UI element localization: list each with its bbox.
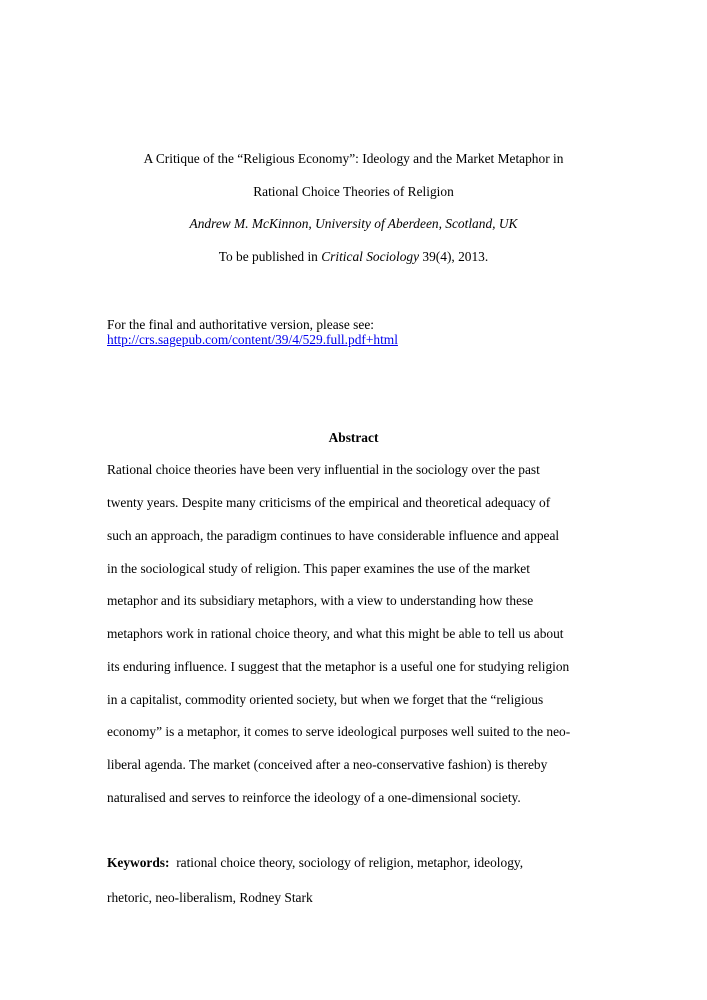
- keywords-line-2: rhetoric, neo-liberalism, Rodney Stark: [107, 890, 313, 905]
- author-affiliation: Andrew M. McKinnon, University of Aberdeen, Scotland, UK: [189, 216, 518, 231]
- final-version-note: For the final and authoritative version, please see:: [107, 317, 374, 332]
- keywords-text: rational choice theory, sociology of religion, metaphor, ideology,: [176, 855, 524, 870]
- journal-name: Critical Sociology: [321, 249, 420, 264]
- title-line-1: A Critique of the “Religious Economy”: Ideology and the Market Metaphor in: [143, 151, 564, 166]
- abstract-line: economy” is a metaphor, it comes to serve ideological purposes well suited to the neo-: [107, 724, 571, 739]
- abstract-line: its enduring influence. I suggest that the metaphor is a useful one for studying religion: [107, 659, 570, 674]
- title-line-2: Rational Choice Theories of Religion: [253, 184, 454, 199]
- abstract-line: in the sociological study of religion. This paper examines the use of the market: [107, 561, 530, 576]
- publication-note: [0, 249, 707, 265]
- publication-suffix: 39(4), 2013.: [419, 249, 489, 264]
- keywords-label: Keywords:: [107, 855, 170, 870]
- abstract-line: in a capitalist, commodity oriented society, but when we forget that the “religious: [107, 692, 544, 707]
- final-version-link[interactable]: http://crs.sagepub.com/content/39/4/529.full.pdf+html: [107, 332, 398, 347]
- abstract-line: naturalised and serves to reinforce the ideology of a one-dimensional society.: [107, 790, 521, 805]
- keywords-line-1: [107, 855, 523, 871]
- publication-prefix: To be published in: [218, 249, 322, 264]
- abstract-line: metaphors work in rational choice theory, and what this might be able to tell us about: [107, 626, 564, 641]
- abstract-line: metaphor and its subsidiary metaphors, with a view to understanding how these: [107, 593, 534, 608]
- abstract-line: such an approach, the paradigm continues to have considerable influence and appeal: [107, 528, 560, 543]
- abstract-line: twenty years. Despite many criticisms of the empirical and theoretical adequacy of: [107, 495, 551, 510]
- abstract-line: Rational choice theories have been very influential in the sociology over the past: [107, 462, 540, 477]
- abstract-line: liberal agenda. The market (conceived after a neo-conservative fashion) is thereby: [107, 757, 548, 772]
- abstract-heading: Abstract: [328, 430, 379, 445]
